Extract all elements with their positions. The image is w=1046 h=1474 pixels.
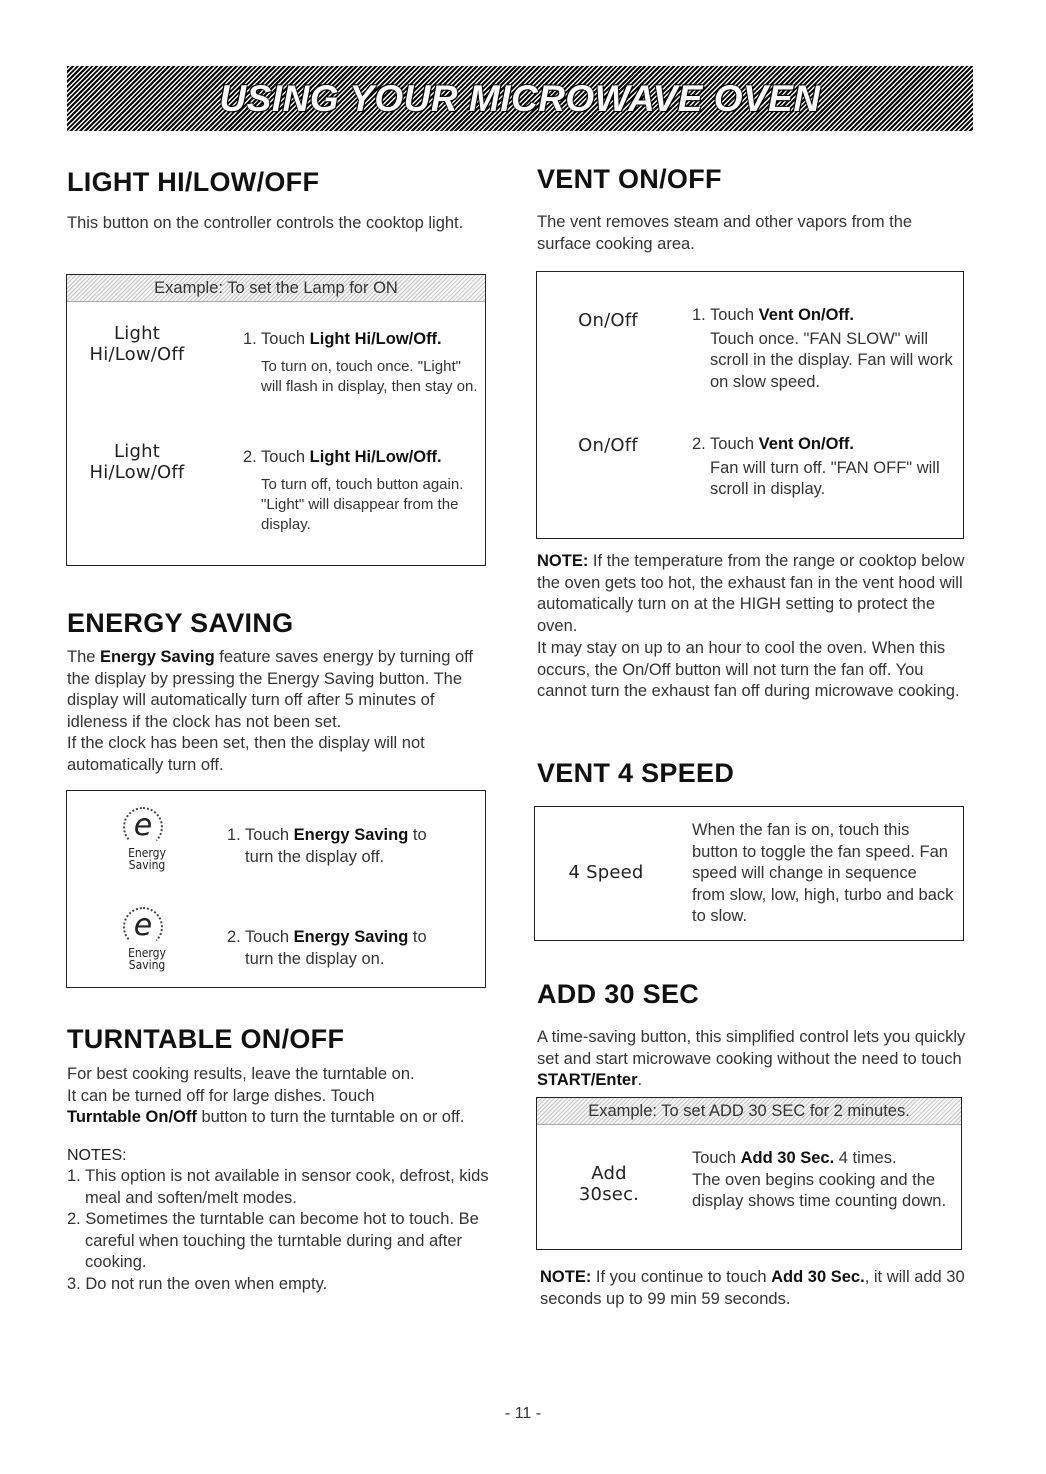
vent4-example-box: [534, 806, 964, 941]
e-glyph-icon: e: [133, 808, 153, 843]
button-line2: 30sec.: [578, 1184, 640, 1205]
turntable-paragraph-1: For best cooking results, leave the turntable on.: [67, 1065, 415, 1083]
step-suffix: to: [408, 928, 427, 946]
light-intro: This button on the controller controls the cooktop light.: [67, 214, 464, 232]
vent-step-1: [692, 305, 954, 393]
energy-saving-icon-label: [117, 947, 177, 971]
text-bold: Turntable On/Off: [67, 1108, 197, 1126]
light-button-line2: Hi/Low/Off: [89, 344, 185, 365]
light-step-2: [243, 447, 479, 535]
e-glyph-icon: e: [133, 908, 153, 943]
energy-paragraph-2: If the clock has been set, then the display will not automatically turn off.: [67, 734, 425, 774]
energy-saving-icon-label: [117, 847, 177, 871]
list-item: 1. This option is not available in sensor cook, defrost, kids meal and soften/melt modes.: [67, 1167, 489, 1207]
step-prefix: 1. Touch: [692, 306, 759, 324]
light-button-line1: Light: [114, 441, 160, 462]
vent4-heading: VENT 4 SPEED: [537, 758, 735, 788]
turntable-heading: TURNTABLE ON/OFF: [67, 1024, 345, 1054]
light-button-label: [81, 323, 193, 365]
step-post: 4 times.: [834, 1149, 897, 1167]
icon-label-line2: Saving: [128, 858, 166, 872]
text-bold: Energy Saving: [100, 648, 215, 666]
step-sub: Touch once. "FAN SLOW" will scroll in the display. Fan will work on slow speed.: [710, 329, 953, 391]
vent-note: [537, 551, 969, 637]
notes-heading: NOTES:: [67, 1146, 127, 1164]
step-sub: To turn off, touch button again. "Light" will disappear from the display.: [261, 475, 464, 533]
add30-example-box: [536, 1097, 962, 1250]
step-prefix: 1. Touch: [243, 330, 310, 348]
step-prefix: 2. Touch: [243, 448, 310, 466]
vent-heading: VENT ON/OFF: [537, 164, 722, 194]
step-sub: The oven begins cooking and the display shows time counting down.: [692, 1170, 947, 1210]
vent4-description: When the fan is on, touch this button to toggle the fan speed. Fan speed will change in sequence from slow, low, high, turbo and back to slow.: [692, 821, 954, 925]
banner-title: USING YOUR MICROWAVE OVEN: [219, 78, 821, 119]
turntable-paragraph-3: [67, 1107, 493, 1129]
text-bold: START/Enter: [537, 1071, 638, 1089]
text: button to turn the turntable on or off.: [196, 1108, 465, 1126]
list-item: 3. Do not run the oven when empty.: [67, 1274, 328, 1293]
note-bold: Add 30 Sec.: [771, 1268, 865, 1286]
add30-intro: [537, 1027, 969, 1092]
step-bold: Light Hi/Low/Off.: [309, 448, 442, 466]
icon-label-line1: Energy: [128, 946, 166, 960]
turntable-body: [67, 1064, 493, 1295]
add30-example-title: Example: To set ADD 30 SEC for 2 minutes.: [537, 1098, 961, 1125]
vent-button-label-2: On/Off: [578, 435, 638, 456]
step-bold: Vent On/Off.: [758, 306, 855, 324]
add30-heading: ADD 30 SEC: [537, 979, 700, 1009]
energy-saving-icon: [117, 807, 177, 879]
light-example-box: [66, 274, 486, 566]
step-prefix: 1. Touch: [227, 826, 294, 844]
vent-intro: The vent removes steam and other vapors from the surface cooking area.: [537, 213, 913, 253]
step-bold: Add 30 Sec.: [740, 1149, 835, 1167]
energy-heading: ENERGY SAVING: [67, 608, 294, 638]
vent4-button-label: 4 Speed: [568, 862, 644, 883]
step-bold: Energy Saving: [293, 826, 409, 844]
button-line1: Add: [591, 1163, 627, 1184]
energy-example-box: [66, 790, 486, 988]
note-text: If you continue to touch: [591, 1268, 772, 1286]
step-sub: To turn on, touch once. "Light" will flash in display, then stay on.: [261, 357, 478, 395]
note-text: If the temperature from the range or cooktop below the oven gets too hot, the exhaust fan in the vent hood will automatically turn on at the HIGH setting to protect the oven.: [537, 552, 965, 635]
step-line2: turn the display on.: [245, 949, 385, 968]
energy-step-2: [227, 927, 477, 970]
light-button-label-2: [81, 441, 193, 483]
light-button-line1: Light: [114, 323, 160, 344]
notes-list: [67, 1166, 493, 1295]
vent-step-2: [692, 434, 954, 501]
light-button-line2: Hi/Low/Off: [89, 462, 185, 483]
step-bold: Light Hi/Low/Off.: [309, 330, 442, 348]
list-item: 2. Sometimes the turntable can become hot to touch. Be careful when touching the turntable during and after cooking.: [67, 1210, 479, 1271]
icon-label-line2: Saving: [128, 958, 166, 972]
energy-paragraph-1: [67, 647, 489, 733]
vent-button-label: On/Off: [578, 310, 638, 331]
text: .: [637, 1071, 643, 1089]
page-number: - 11 -: [504, 1405, 542, 1422]
note-label: NOTE:: [540, 1268, 592, 1286]
vent-example-box: [536, 271, 964, 539]
note-label: NOTE:: [537, 552, 589, 570]
step-suffix: to: [408, 826, 427, 844]
add30-step: [692, 1148, 954, 1213]
energy-step-1: [227, 825, 477, 868]
step-bold: Energy Saving: [293, 928, 409, 946]
vent-note-2: It may stay on up to an hour to cool the oven. When this occurs, the On/Off button will not turn the fan off. You cannot turn the exhaust fan off during microwave cooking.: [537, 639, 960, 700]
text: The: [67, 648, 101, 666]
text: feature saves energy by turning off the display by pressing the Energy Saving button. The display will automatically turn off after 5 minutes of idleness if the clock has not been set.: [67, 648, 474, 731]
step-line2: turn the display off.: [245, 847, 385, 866]
icon-label-line1: Energy: [128, 846, 166, 860]
light-heading: LIGHT HI/LOW/OFF: [67, 167, 320, 197]
light-step-1: [243, 329, 479, 397]
turntable-paragraph-2: It can be turned off for large dishes. Touch: [67, 1086, 375, 1105]
step-sub: Fan will turn off. "FAN OFF" will scroll in display.: [710, 458, 940, 498]
light-example-title: Example: To set the Lamp for ON: [67, 275, 485, 302]
note-text: , it will add 30 seconds up to 99 min 59 seconds.: [540, 1268, 965, 1308]
text: A time-saving button, this simplified control lets you quickly set and start microwave cooking without the need to touch: [537, 1028, 966, 1068]
step-prefix: 2. Touch: [692, 435, 759, 453]
step-bold: Vent On/Off.: [758, 435, 855, 453]
page-banner: [67, 66, 973, 131]
step-prefix: Touch: [692, 1149, 741, 1167]
step-prefix: 2. Touch: [227, 928, 294, 946]
add30-note: [540, 1267, 970, 1310]
energy-saving-icon: [117, 907, 177, 979]
add30-button-label: [549, 1163, 669, 1205]
